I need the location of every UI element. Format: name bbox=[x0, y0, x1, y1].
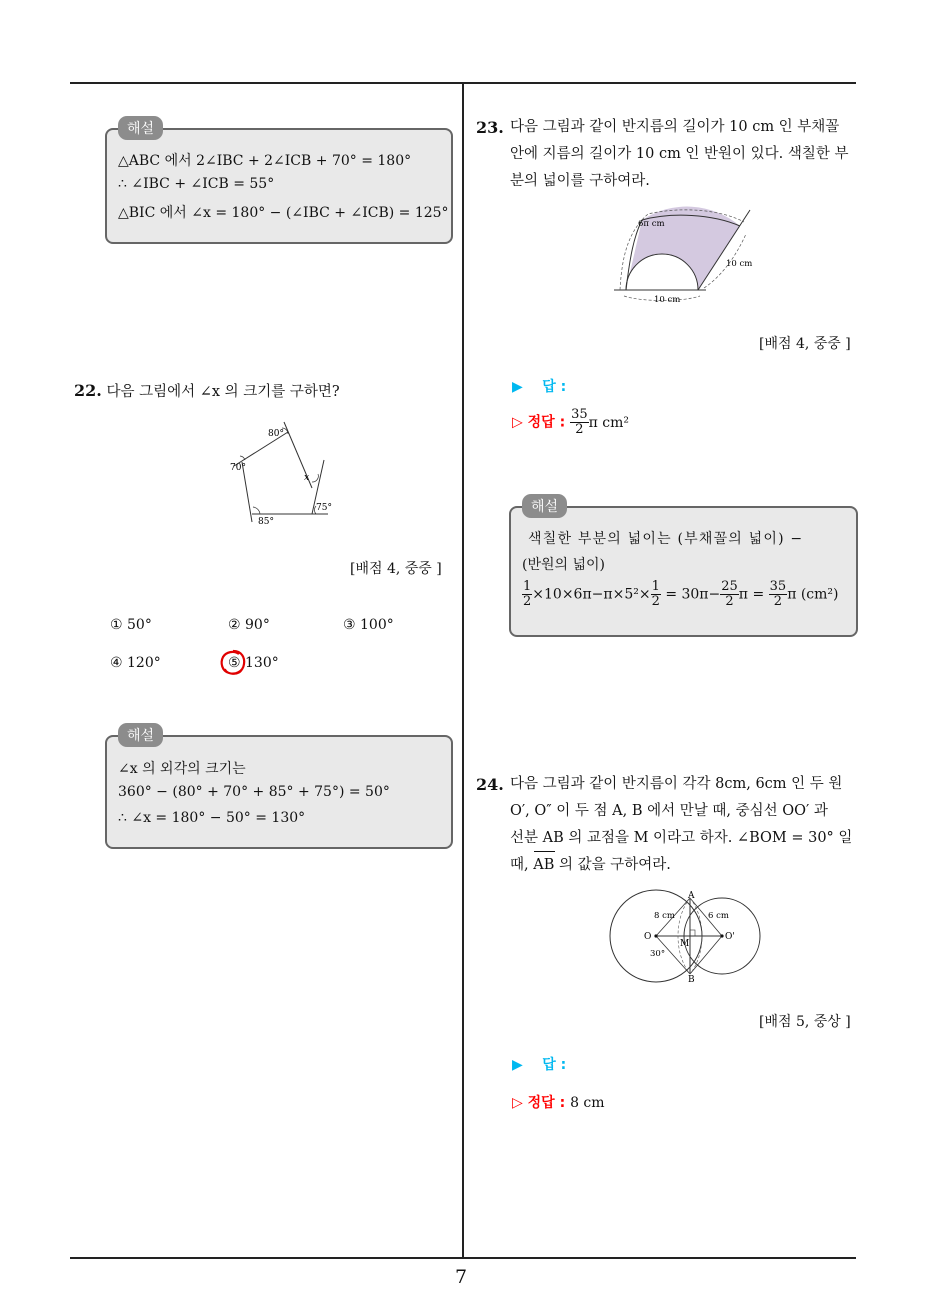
formula-part-4: π (cm²) bbox=[787, 586, 839, 603]
solution-tag-22: 해설 bbox=[118, 723, 163, 747]
play-arrow-icon: ▶ bbox=[512, 1057, 523, 1073]
q23-label-side: 10 cm bbox=[726, 259, 753, 269]
page-number: 7 bbox=[455, 1266, 468, 1288]
q22-number: 22. bbox=[74, 381, 102, 400]
q23-text-line-3: 분의 넓이를 구하여라. bbox=[510, 173, 650, 189]
q22-label-85: 85° bbox=[258, 517, 274, 527]
q23-text-line-1: 다음 그림과 같이 반지름의 길이가 10 cm 인 부채꼴 bbox=[510, 119, 840, 135]
q24-label-B: B bbox=[688, 975, 695, 985]
formula-part-2: = 30π− bbox=[665, 586, 721, 603]
q23-correct-den: 2 bbox=[575, 422, 584, 437]
q24-label-M: M bbox=[680, 939, 690, 949]
q24-correct-label: 정답 : bbox=[527, 1095, 566, 1111]
q23-score: [배점 4, 중중 ] bbox=[759, 336, 851, 352]
outline-arrow-icon: ▷ bbox=[512, 414, 523, 431]
q24-label-r1: 8 cm bbox=[654, 911, 675, 921]
q22-label-70: 70° bbox=[230, 463, 246, 473]
q23-correct-row bbox=[512, 408, 629, 437]
bottom-rule bbox=[70, 1257, 856, 1259]
q23-text-line-2: 안에 지름의 길이가 10 cm 인 반원이 있다. 색칠한 부 bbox=[510, 146, 849, 162]
formula-part-3: π = bbox=[738, 586, 765, 603]
frac1-den: 2 bbox=[523, 594, 532, 609]
q23-number: 23. bbox=[476, 118, 504, 137]
q24-text-line-2: O′, O″ 이 두 점 A, B 에서 만날 때, 중심선 OO′ 과 bbox=[510, 803, 828, 819]
q23-answer-row bbox=[512, 376, 566, 396]
q22-sol-line-3: ∴ ∠x = 180° − 50° = 130° bbox=[118, 810, 306, 826]
q23-sol-line-1: 색칠한 부분의 넓이는 (부채꼴의 넓이) − bbox=[528, 531, 804, 547]
q24-label-angle: 30° bbox=[650, 949, 666, 959]
formula-part-1: ×10×6π−π×5²× bbox=[532, 586, 651, 603]
q22-label-80: 80° bbox=[268, 429, 284, 439]
q24-correct-row bbox=[512, 1092, 605, 1112]
sol21-line-2: ∴ ∠IBC + ∠ICB = 55° bbox=[118, 176, 275, 192]
q22-question bbox=[74, 380, 340, 401]
q22-text: 다음 그림에서 ∠x 의 크기를 구하면? bbox=[106, 384, 340, 400]
solution-tag-21: 해설 bbox=[118, 116, 163, 140]
q23-label-base: 10 cm bbox=[654, 295, 681, 305]
q24-answer-row bbox=[512, 1054, 566, 1074]
frac3-den: 2 bbox=[725, 594, 734, 609]
q24-correct-value: 8 cm bbox=[570, 1095, 605, 1111]
q22-pentagon-figure bbox=[220, 418, 335, 530]
outline-arrow-icon: ▷ bbox=[512, 1095, 523, 1111]
q24-overline-ab bbox=[534, 851, 555, 852]
sol21-line-3: △BIC 에서 ∠x = 180° − (∠IBC + ∠ICB) = 125° bbox=[118, 205, 449, 221]
q22-answer-mark-icon bbox=[218, 648, 248, 678]
q23-sol-formula bbox=[522, 580, 839, 609]
play-arrow-icon: ▶ bbox=[512, 379, 523, 395]
q24-score: [배점 5, 중상 ] bbox=[759, 1014, 851, 1030]
frac1-num: 1 bbox=[523, 579, 532, 594]
q22-sol-line-2: 360° − (80° + 70° + 85° + 75°) = 50° bbox=[118, 784, 390, 800]
frac4-num: 35 bbox=[769, 579, 787, 594]
q22-choice-2[interactable]: ② 90° bbox=[228, 617, 270, 633]
sol21-line-1: △ABC 에서 2∠IBC + 2∠ICB + 70° = 180° bbox=[118, 153, 412, 169]
frac2-num: 1 bbox=[651, 579, 660, 594]
q23-sector-figure bbox=[612, 206, 762, 306]
frac4-den: 2 bbox=[773, 594, 783, 609]
frac3-num: 25 bbox=[721, 579, 738, 594]
q23-correct-unit: π cm² bbox=[588, 414, 629, 431]
q24-answer-label: 답 : bbox=[542, 1057, 567, 1073]
q24-number: 24. bbox=[476, 775, 504, 794]
q24-text bbox=[510, 771, 860, 879]
q22-label-75: 75° bbox=[316, 503, 332, 513]
q22-sol-line-1: ∠x 의 외각의 크기는 bbox=[118, 761, 246, 777]
q23-text bbox=[510, 114, 860, 195]
q24-circles-figure bbox=[606, 888, 766, 988]
column-divider bbox=[462, 82, 464, 1257]
q22-label-x: x bbox=[304, 473, 310, 483]
q23-label-arc: 6π cm bbox=[638, 219, 665, 229]
q24-text-line-4: 때, AB 의 값을 구하여라. bbox=[510, 857, 671, 873]
q22-choice-1[interactable]: ① 50° bbox=[110, 617, 152, 633]
q24-label-O2: O' bbox=[725, 932, 735, 942]
q24-label-O: O bbox=[644, 932, 652, 942]
q24-label-r2: 6 cm bbox=[708, 911, 729, 921]
q24-label-A: A bbox=[688, 891, 695, 901]
q24-text-line-1: 다음 그림과 같이 반지름이 각각 8cm, 6cm 인 두 원 bbox=[510, 776, 843, 792]
q22-score: [배점 4, 중중 ] bbox=[350, 561, 442, 577]
q23-correct-num: 35 bbox=[571, 407, 588, 422]
frac2-den: 2 bbox=[651, 594, 660, 609]
q23-answer-label: 답 : bbox=[542, 379, 567, 395]
q23-sol-line-2: (반원의 넓이) bbox=[522, 557, 605, 573]
q22-choice-4[interactable]: ④ 120° bbox=[110, 655, 161, 671]
solution-tag-23: 해설 bbox=[522, 494, 567, 518]
q24-text-line-3: 선분 AB 의 교점을 M 이라고 하자. ∠BOM = 30° 일 bbox=[510, 830, 853, 846]
q22-choice-5[interactable]: ⑤ 130° bbox=[228, 655, 279, 671]
q22-choice-3[interactable]: ③ 100° bbox=[343, 617, 394, 633]
q23-correct-label: 정답 : bbox=[527, 414, 566, 431]
